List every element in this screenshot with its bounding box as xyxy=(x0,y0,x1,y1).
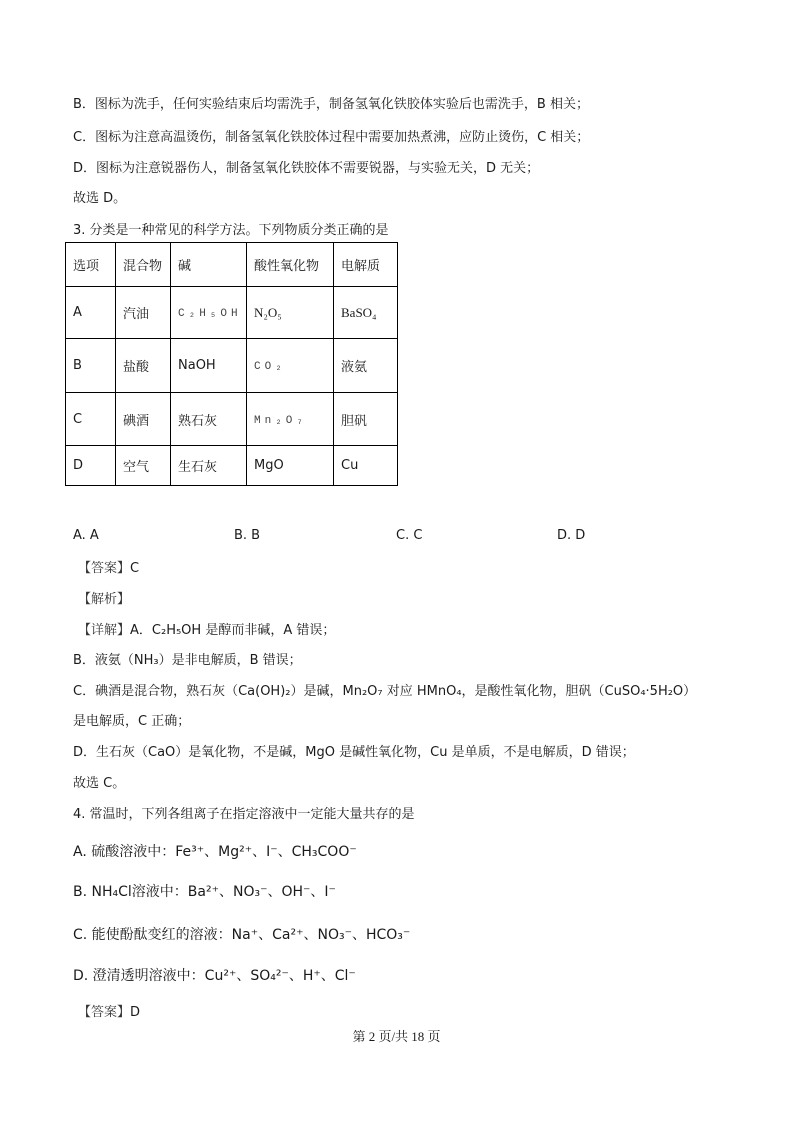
page-footer: 第 2 页/共 18 页 xyxy=(352,1029,441,1044)
answer-label: 【答案】 xyxy=(78,1005,131,1020)
table-row xyxy=(66,287,398,339)
cell-option: C xyxy=(66,393,116,446)
cell-option: B xyxy=(66,339,116,393)
answer-label: 【答案】 xyxy=(78,561,131,576)
q4-option-d: D. 澄清透明溶液中：Cu²⁺、SO₄²⁻、H⁺、Cl⁻ xyxy=(73,968,356,984)
q3-conclusion: 故选 C。 xyxy=(73,776,126,791)
q2-option-c-explanation: C．图标为注意高温烫伤，制备氢氧化铁胶体过程中需要加热煮沸，应防止烫伤，C 相关； xyxy=(73,130,590,145)
choice-d: D. D xyxy=(557,528,586,543)
choice-c: C. C xyxy=(396,528,423,543)
q3-detail-a xyxy=(78,622,335,640)
cell-acid-oxide: Mn₂O₇ xyxy=(247,393,334,446)
choice-a: A. A xyxy=(73,528,99,543)
detail-label: 【详解】 xyxy=(78,623,131,638)
classification-table xyxy=(65,242,398,486)
table-row xyxy=(66,393,398,446)
cell-mixture: 汽油 xyxy=(116,287,171,339)
q2-conclusion: 故选 D。 xyxy=(73,191,127,206)
cell-acid-oxide: N₂O₅ xyxy=(247,287,334,339)
cell-electrolyte: 液氨 xyxy=(334,339,398,393)
q4-option-a: A. 硫酸溶液中：Fe³⁺、Mg²⁺、I⁻、CH₃COO⁻ xyxy=(73,844,357,860)
header-option: 选项 xyxy=(66,243,116,287)
cell-acid-oxide: MgO xyxy=(247,446,334,486)
cell-mixture: 空气 xyxy=(116,446,171,486)
cell-base: 生石灰 xyxy=(171,446,247,486)
choice-b: B. B xyxy=(234,528,261,543)
q3-detail-c-line2: 是电解质，C 正确； xyxy=(73,714,191,729)
q4-stem: 4. 常温时，下列各组离子在指定溶液中一定能大量共存的是 xyxy=(73,807,415,822)
table-header-row xyxy=(66,243,398,287)
q2-option-b-explanation: B．图标为洗手，任何实验结束后均需洗手，制备氢氧化铁胶体实验后也需洗手，B 相关； xyxy=(73,97,589,112)
header-electrolyte: 电解质 xyxy=(334,243,398,287)
cell-mixture: 碘酒 xyxy=(116,393,171,446)
cell-base: NaOH xyxy=(171,339,247,393)
cell-electrolyte: 胆矾 xyxy=(334,393,398,446)
header-acid-oxide: 酸性氧化物 xyxy=(247,243,334,287)
q4-option-c: C. 能使酚酞变红的溶液：Na⁺、Ca²⁺、NO₃⁻、HCO₃⁻ xyxy=(73,927,411,943)
q3-detail-d: D．生石灰（CaO）是氧化物，不是碱，MgO 是碱性氧化物，Cu 是单质，不是电解质，D 错误； xyxy=(73,745,635,760)
detail-a-text: A．C₂H₅OH 是醇而非碱，A 错误； xyxy=(130,623,336,638)
q2-option-d-explanation: D．图标为注意锐器伤人，制备氢氧化铁胶体不需要锐器，与实验无关，D 无关； xyxy=(73,161,540,176)
cell-base: C₂H₅OH xyxy=(171,287,247,339)
cell-electrolyte: BaSO₄ xyxy=(334,287,398,339)
cell-base: 熟石灰 xyxy=(171,393,247,446)
q4-answer xyxy=(78,1004,140,1022)
cell-acid-oxide: CO₂ xyxy=(247,339,334,393)
table-row xyxy=(66,446,398,486)
answer-value: D xyxy=(130,1005,141,1020)
cell-electrolyte: Cu xyxy=(334,446,398,486)
header-base: 碱 xyxy=(171,243,247,287)
q3-stem: 3. 分类是一种常见的科学方法。下列物质分类正确的是 xyxy=(73,223,389,238)
q3-detail-c-line1: C．碘酒是混合物，熟石灰（Ca(OH)₂）是碱，Mn₂O₇ 对应 HMnO₄，是酸性氧化物，胆矾（CuSO₄·5H₂O） xyxy=(73,684,697,699)
q3-detail-b: B．液氨（NH₃）是非电解质，B 错误； xyxy=(73,653,302,668)
cell-option: A xyxy=(66,287,116,339)
answer-value: C xyxy=(130,561,140,576)
header-mixture: 混合物 xyxy=(116,243,171,287)
q4-option-b: B. NH₄Cl溶液中：Ba²⁺、NO₃⁻、OH⁻、I⁻ xyxy=(73,884,336,900)
cell-option: D xyxy=(66,446,116,486)
q3-answer xyxy=(78,560,139,578)
q3-analysis-label: 【解析】 xyxy=(78,592,131,607)
cell-mixture: 盐酸 xyxy=(116,339,171,393)
table-row xyxy=(66,339,398,393)
